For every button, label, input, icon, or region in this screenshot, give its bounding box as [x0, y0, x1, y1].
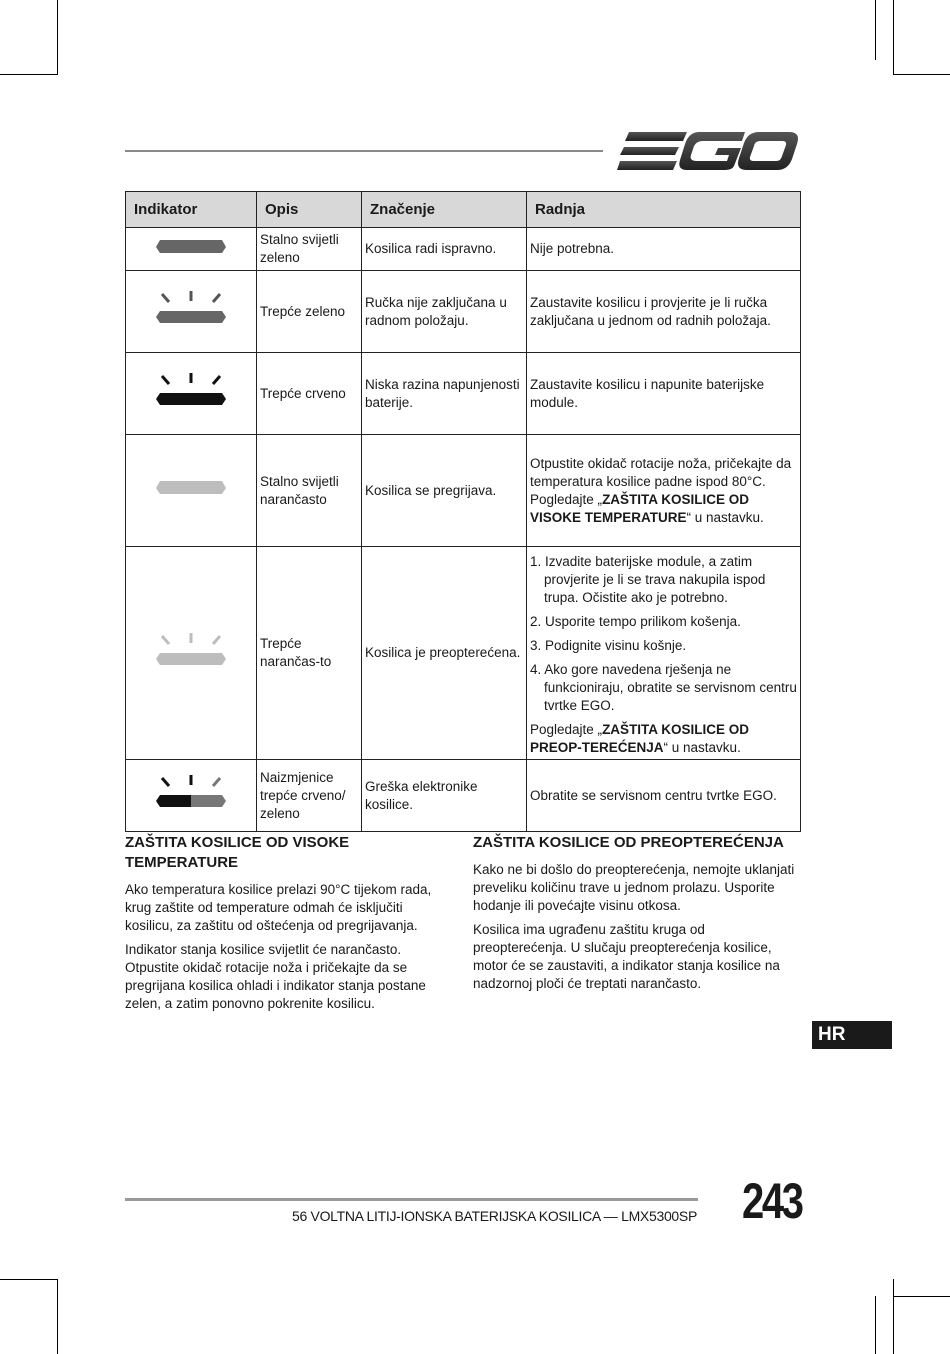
- paragraph: Ako temperatura kosilice prelazi 90°C tijekom rada, krug zaštite od temperature odmah će isključiti kosilicu, za zaštitu od oštećenja od pregrijavanja.: [125, 882, 432, 933]
- table-row: [126, 760, 801, 832]
- indicator-cell: [126, 547, 257, 760]
- language-tab: HR: [812, 1021, 892, 1049]
- column-header: Indikator: [126, 192, 257, 228]
- opis-cell: Trepće zeleno: [257, 271, 362, 353]
- znacenje-cell: Kosilica je preopterećena.: [362, 547, 527, 760]
- list-item: 1. Izvadite baterijske module, a zatim provjerite je li se trava nakupila ispod trupa. Očistite ako je potrebno.: [530, 554, 766, 605]
- crop-mark: [875, 0, 876, 60]
- crop-mark: [893, 1279, 894, 1354]
- opis-cell: Naizmjenice trepće crveno/ zeleno: [257, 760, 362, 832]
- steps-list: [530, 553, 797, 715]
- solid-orange-indicator-icon: [156, 478, 226, 498]
- footer-rule: [125, 1198, 698, 1201]
- reference-title: ZAŠTITA KOSILICE OD VISOKE TEMPERATURE: [530, 491, 750, 525]
- znacenje-cell: Niska razina napunjenosti baterije.: [362, 353, 527, 435]
- crop-mark: [893, 74, 950, 75]
- crop-mark: [893, 1296, 950, 1297]
- indicator-cell: [126, 760, 257, 832]
- header-rule: [125, 150, 603, 152]
- section-temperature: [125, 833, 452, 1019]
- radnja-cell: Nije potrebna.: [527, 228, 801, 271]
- crop-mark: [0, 74, 57, 75]
- reference-prefix: Pogledajte „: [530, 491, 603, 507]
- crop-mark: [57, 1279, 58, 1354]
- alternating-red-green-indicator-icon: [156, 773, 226, 813]
- opis-cell: Stalno svijetli zeleno: [257, 228, 362, 271]
- znacenje-cell: Kosilica radi ispravno.: [362, 228, 527, 271]
- blinking-orange-indicator-icon: [156, 631, 226, 671]
- table-row: [126, 271, 801, 353]
- crop-mark: [893, 0, 894, 75]
- paragraph: Kako ne bi došlo do preopterećenja, nemojte uklanjati preveliku količinu trave u jednom prolazu. Usporite hodanje ili povećajte visinu otkosa.: [473, 862, 795, 913]
- reference: [530, 721, 797, 757]
- indicator-cell: [126, 228, 257, 271]
- indicator-cell: [126, 353, 257, 435]
- reference-suffix: “ u nastavku.: [686, 509, 764, 525]
- table-header-row: [126, 192, 801, 228]
- list-item: 4. Ako gore navedena rješenja ne funkcioniraju, obratite se servisnom centru tvrtke EGO.: [530, 662, 797, 713]
- page-number: 243: [742, 1173, 802, 1229]
- radnja-cell: Zaustavite kosilicu i napunite baterijske module.: [527, 353, 801, 435]
- indicator-cell: [126, 435, 257, 547]
- blinking-green-indicator-icon: [156, 289, 226, 329]
- reference-prefix: Pogledajte „: [530, 722, 603, 737]
- table-row: [126, 435, 801, 547]
- opis-cell: Stalno svijetli narančasto: [257, 435, 362, 547]
- opis-cell: Trepće narančas-to: [257, 547, 362, 760]
- crop-mark: [0, 1279, 57, 1280]
- column-header: Opis: [257, 192, 362, 228]
- znacenje-cell: Kosilica se pregrijava.: [362, 435, 527, 547]
- column-header: Značenje: [362, 192, 527, 228]
- radnja-cell: Zaustavite kosilicu i provjerite je li ručka zaključana u jednom od radnih položaja.: [527, 271, 801, 353]
- table-row: [126, 228, 801, 271]
- solid-green-indicator-icon: [156, 237, 226, 257]
- indicator-cell: [126, 271, 257, 353]
- list-item: 2. Usporite tempo prilikom košenja.: [530, 614, 741, 629]
- list-item: 3. Podignite visinu košnje.: [530, 638, 687, 653]
- crop-mark: [875, 1296, 876, 1354]
- section-title: ZAŠTITA KOSILICE OD PREOPTEREĆENJA: [473, 834, 784, 851]
- radnja-cell: [527, 435, 801, 547]
- paragraph: Kosilica ima ugrađenu zaštitu kruga od preopterećenja. U slučaju preopterećenja kosilice, motor će se zaustaviti, a indikator stanja kosilice na nadzornoj ploči će treptati narančasto.: [473, 922, 780, 991]
- radnja-text: Otpustite okidač rotacije noža, pričekajte da temperatura kosilice padne ispod 80°C.: [530, 455, 792, 489]
- section-title: ZAŠTITA KOSILICE OD VISOKE TEMPERATURE: [125, 834, 350, 871]
- table-row: [126, 547, 801, 760]
- ego-logo: [617, 130, 799, 172]
- radnja-cell: [527, 547, 801, 760]
- table-row: [126, 353, 801, 435]
- paragraph: Indikator stanja kosilice svijetlit će narančasto. Otpustite okidač rotacije noža i pričekajte da se pregrijana kosilica ohladi i indikator stanja postane zelen, a zatim ponovno pokrenite kosilicu.: [125, 942, 426, 1011]
- section-overload: [473, 833, 800, 999]
- crop-mark: [57, 0, 58, 75]
- radnja-cell: Obratite se servisnom centru tvrtke EGO.: [527, 760, 801, 832]
- znacenje-cell: Ručka nije zaključana u radnom položaju.: [362, 271, 527, 353]
- blinking-red-indicator-icon: [156, 371, 226, 411]
- indicator-table: [125, 191, 801, 832]
- column-header: Radnja: [527, 192, 801, 228]
- reference-title: ZAŠTITA KOSILICE OD PREOP-TEREĆENJA: [530, 722, 750, 755]
- footer-title: 56 VOLTNA LITIJ-IONSKA BATERIJSKA KOSILICA — LMX5300SP: [291, 1208, 697, 1224]
- reference-suffix: “ u nastavku.: [663, 740, 741, 755]
- opis-cell: Trepće crveno: [257, 353, 362, 435]
- znacenje-cell: Greška elektronike kosilice.: [362, 760, 527, 832]
